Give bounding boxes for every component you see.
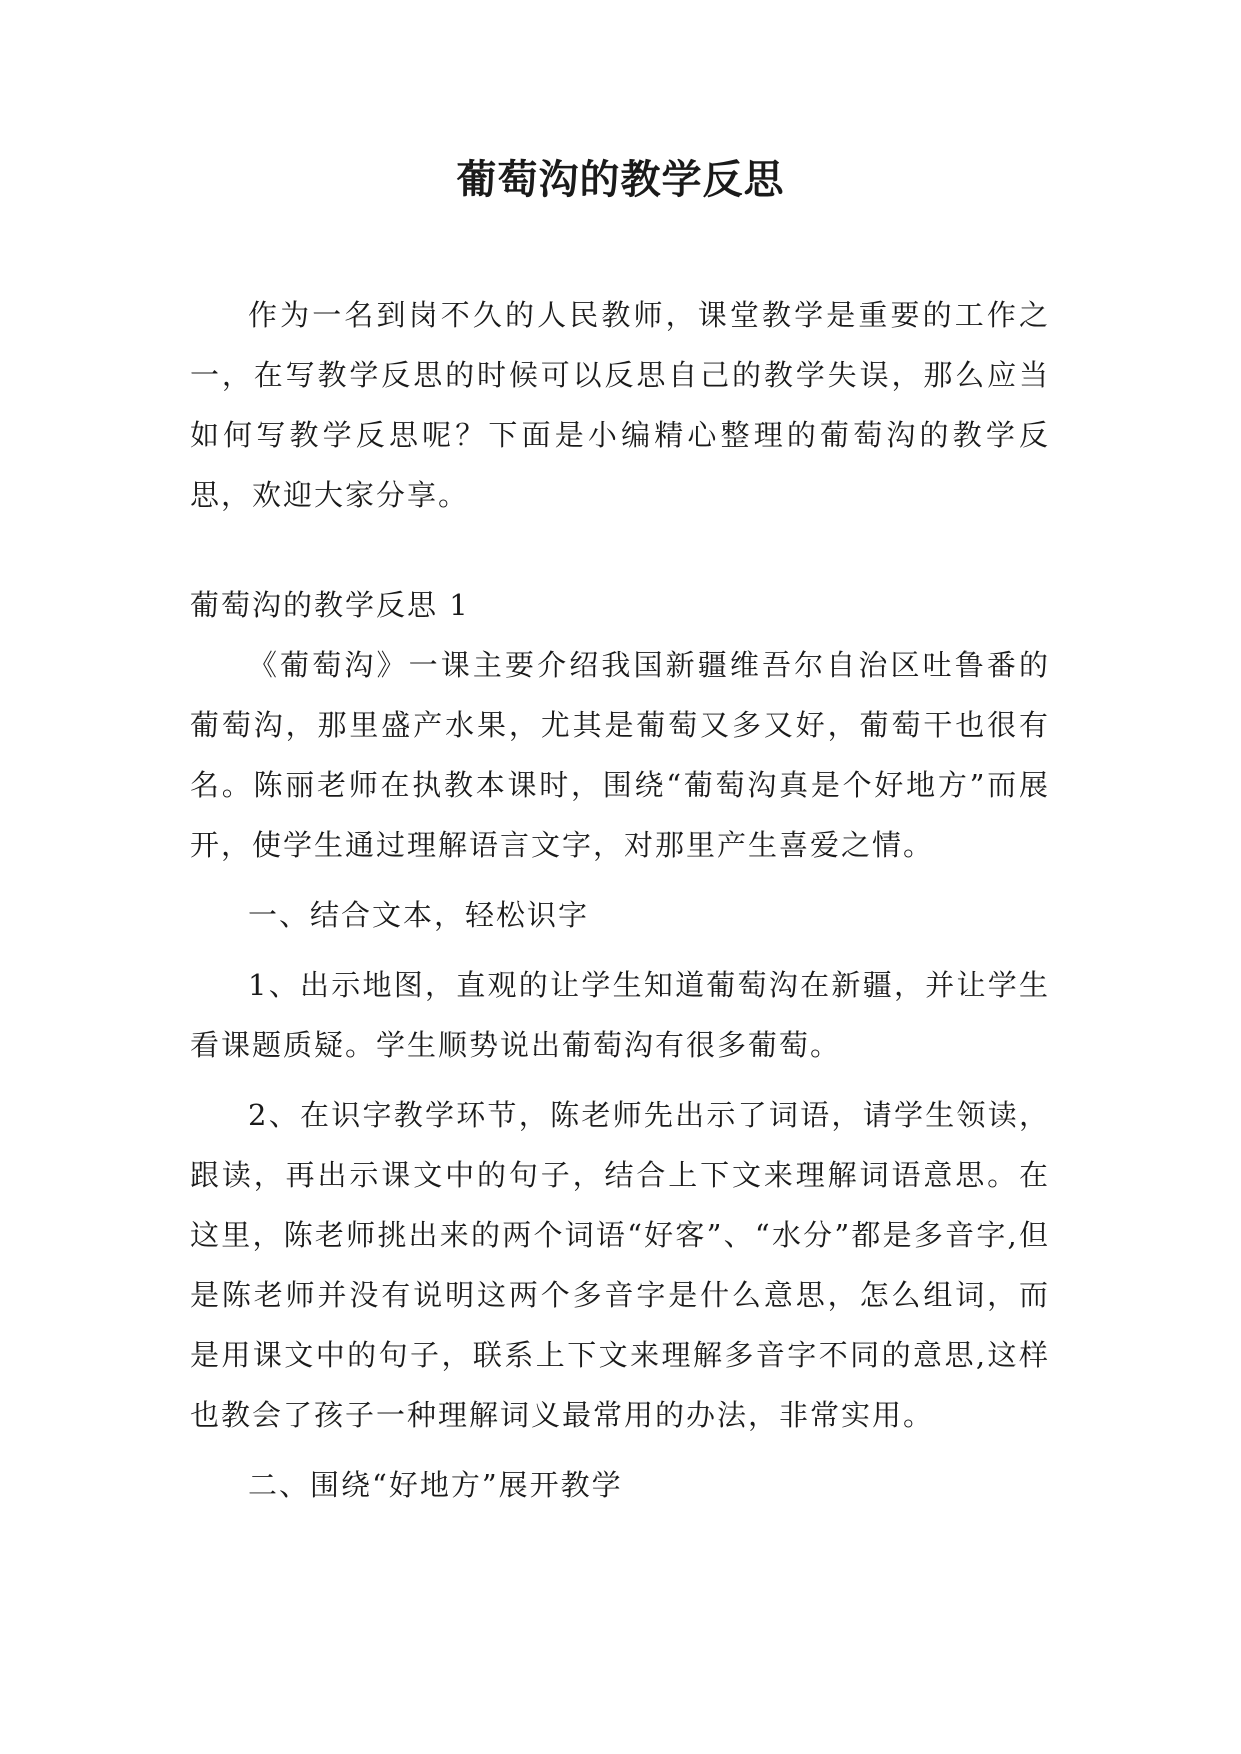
section-heading: 葡萄沟的教学反思 1 bbox=[190, 588, 470, 622]
document-title: 葡萄沟的教学反思 bbox=[456, 156, 785, 203]
document-body bbox=[190, 285, 1050, 1515]
spacer bbox=[190, 525, 1050, 575]
body-paragraph-2: 1、出示地图，直观的让学生知道葡萄沟在新疆，并让学生看课题质疑。学生顺势说出葡萄沟有很多葡萄。 bbox=[190, 968, 1050, 1062]
subheading-1: 一、结合文本，轻松识字 bbox=[248, 898, 590, 932]
intro-paragraph: 作为一名到岗不久的人民教师，课堂教学是重要的工作之一，在写教学反思的时候可以反思自己的教学失误，那么应当如何写教学反思呢？下面是小编精心整理的葡萄沟的教学反思，欢迎大家分享。 bbox=[190, 298, 1050, 512]
body-paragraph-3: 2、在识字教学环节，陈老师先出示了词语，请学生领读，跟读，再出示课文中的句子，结合上下文来理解词语意思。在这里，陈老师挑出来的两个词语“好客”、“水分”都是多音字,但是陈老师并没有说明这两个多音字是什么意思，怎么组词，而是用课文中的句子，联系上下文来理解多音字不同的意思,这样也教会了孩子一种理解词义最常用的办法，非常实用。 bbox=[190, 1098, 1050, 1432]
subheading-2: 二、围绕“好地方”展开教学 bbox=[248, 1468, 623, 1502]
body-paragraph-1: 《葡萄沟》一课主要介绍我国新疆维吾尔自治区吐鲁番的葡萄沟，那里盛产水果，尤其是葡萄又多又好，葡萄干也很有名。陈丽老师在执教本课时，围绕“葡萄沟真是个好地方”而展开，使学生通过理解语言文字，对那里产生喜爱之情。 bbox=[190, 648, 1050, 862]
